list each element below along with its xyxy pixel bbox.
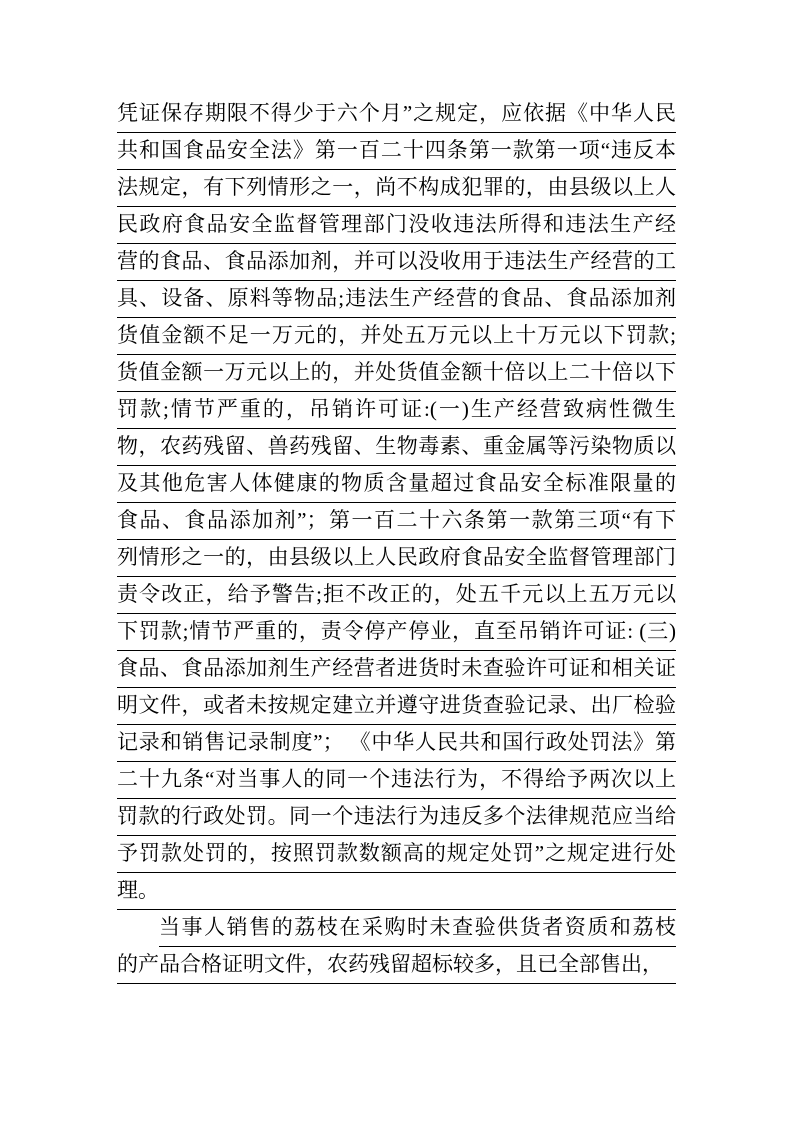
text-line: 罚款;情节严重的，吊销许可证:(一)生产经营致病性微生: [117, 392, 676, 429]
text-line: 物，农药残留、兽药残留、生物毒素、重金属等污染物质以: [117, 429, 676, 466]
text-line: 下罚款;情节严重的，责令停产停业，直至吊销许可证: (三): [117, 614, 676, 651]
document-body-text: [117, 96, 676, 984]
text-line: 明文件，或者未按规定建立并遵守进货查验记录、出厂检验: [117, 688, 676, 725]
text-line: 货值金额一万元以上的，并处货值金额十倍以上二十倍以下: [117, 355, 676, 392]
text-line: 凭证保存期限不得少于六个月”之规定，应依据《中华人民: [117, 96, 676, 133]
text-line: 当事人销售的荔枝在采购时未查验供货者资质和荔枝: [159, 910, 676, 947]
text-line: 民政府食品安全监督管理部门没收违法所得和违法生产经: [117, 207, 676, 244]
text-line: 二十九条“对当事人的同一个违法行为，不得给予两次以上: [117, 762, 676, 799]
text-line: 货值金额不足一万元的，并处五万元以上十万元以下罚款;: [117, 318, 676, 355]
text-line: 责令改正，给予警告;拒不改正的，处五千元以上五万元以: [117, 577, 676, 614]
text-line: 食品、食品添加剂生产经营者进货时未查验许可证和相关证: [117, 651, 676, 688]
text-line: 营的食品、食品添加剂，并可以没收用于违法生产经营的工: [117, 244, 676, 281]
text-line: 理。: [117, 873, 676, 910]
text-line: 及其他危害人体健康的物质含量超过食品安全标准限量的: [117, 466, 676, 503]
text-line: 的产品合格证明文件，农药残留超标较多，且已全部售出，: [117, 947, 676, 984]
text-line: 共和国食品安全法》第一百二十四条第一款第一项“违反本: [117, 133, 676, 170]
text-line: 列情形之一的，由县级以上人民政府食品安全监督管理部门: [117, 540, 676, 577]
text-line: 具、设备、原料等物品;违法生产经营的食品、食品添加剂: [117, 281, 676, 318]
text-line: 记录和销售记录制度”； 《中华人民共和国行政处罚法》第: [117, 725, 676, 762]
text-line: 罚款的行政处罚。同一个违法行为违反多个法律规范应当给: [117, 799, 676, 836]
text-line: 予罚款处罚的，按照罚款数额高的规定处罚”之规定进行处: [117, 836, 676, 873]
text-line: 食品、食品添加剂”；第一百二十六条第一款第三项“有下: [117, 503, 676, 540]
text-line: 法规定，有下列情形之一，尚不构成犯罪的，由县级以上人: [117, 170, 676, 207]
